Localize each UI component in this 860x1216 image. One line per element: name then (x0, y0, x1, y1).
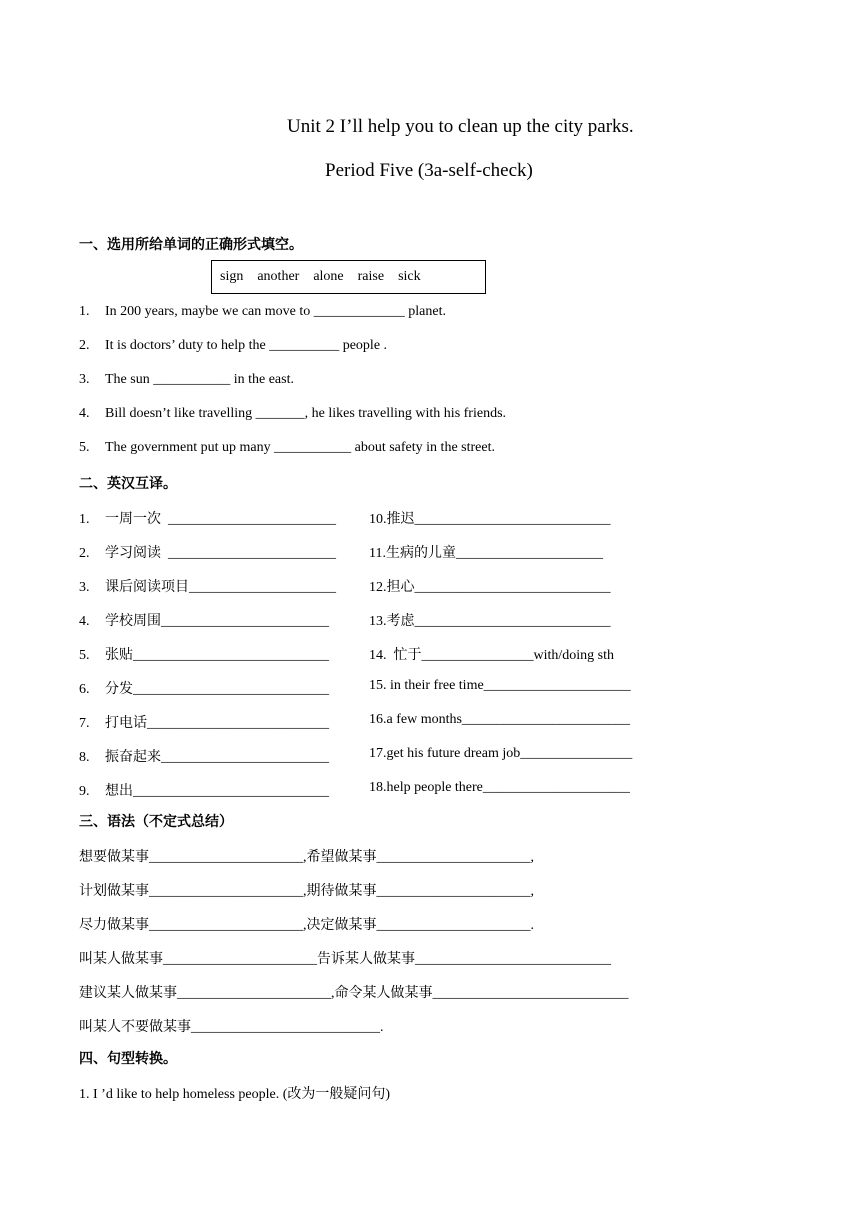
translation-right-item: 10.推迟____________________________ (369, 512, 611, 527)
grammar-line: 叫某人不要做某事___________________________. (79, 1020, 384, 1035)
section2-heading: 二、英汉互译。 (79, 476, 177, 492)
translation-right-item: 15. in their free time_____________________ (369, 678, 631, 693)
translation-right-item: 14. 忙于________________with/doing sth (369, 648, 615, 663)
translation-left-item: 3. 课后阅读项目_____________________ (79, 580, 336, 595)
translation-left-item: 8. 振奋起来________________________ (79, 750, 329, 765)
translation-right-item: 17.get his future dream job________________ (369, 746, 633, 761)
translation-left-item: 4. 学校周围________________________ (79, 614, 329, 629)
grammar-line: 叫某人做某事______________________告诉某人做某事____________________________ (79, 952, 611, 967)
translation-left-item: 2. 学习阅读 ________________________ (79, 546, 336, 561)
section1-item: 5. The government put up many ___________ about safety in the street. (79, 440, 495, 455)
section1-heading: 一、选用所给单词的正确形式填空。 (79, 237, 303, 253)
grammar-line: 尽力做某事______________________,决定做某事______________________. (79, 918, 534, 933)
grammar-line: 计划做某事______________________,期待做某事______________________, (79, 884, 534, 899)
page-subtitle: Period Five (3a-self-check) (325, 160, 533, 181)
translation-left-item: 6. 分发____________________________ (79, 682, 329, 697)
grammar-line: 建议某人做某事______________________,命令某人做某事____________________________ (79, 986, 629, 1001)
section3-heading: 三、语法（不定式总结） (79, 814, 233, 830)
translation-left-item: 7. 打电话__________________________ (79, 716, 329, 731)
translation-right-item: 12.担心____________________________ (369, 580, 611, 595)
section1-item: 4. Bill doesn’t like travelling _______, he likes travelling with his friends. (79, 406, 507, 421)
section1-item: 3. The sun ___________ in the east. (79, 372, 294, 387)
transform-item: 1. I ’d like to help homeless people. (改为一般疑问句) (79, 1087, 391, 1102)
translation-left-item: 9. 想出____________________________ (79, 784, 329, 799)
page-title: Unit 2 I’ll help you to clean up the city parks. (287, 116, 634, 137)
section1-item: 2. It is doctors’ duty to help the __________ people . (79, 338, 388, 353)
translation-left-item: 5. 张贴____________________________ (79, 648, 329, 663)
translation-right-item: 11.生病的儿童_____________________ (369, 546, 603, 561)
translation-right-item: 18.help people there_____________________ (369, 780, 630, 795)
section4-heading: 四、句型转换。 (79, 1051, 177, 1067)
translation-right-item: 16.a few months________________________ (369, 712, 630, 727)
translation-right-item: 13.考虑____________________________ (369, 614, 611, 629)
word-box: sign another alone raise sick (211, 260, 486, 294)
section1-item: 1. In 200 years, maybe we can move to _____________ planet. (79, 304, 446, 319)
translation-left-item: 1. 一周一次 ________________________ (79, 512, 336, 527)
grammar-line: 想要做某事______________________,希望做某事______________________, (79, 850, 534, 865)
